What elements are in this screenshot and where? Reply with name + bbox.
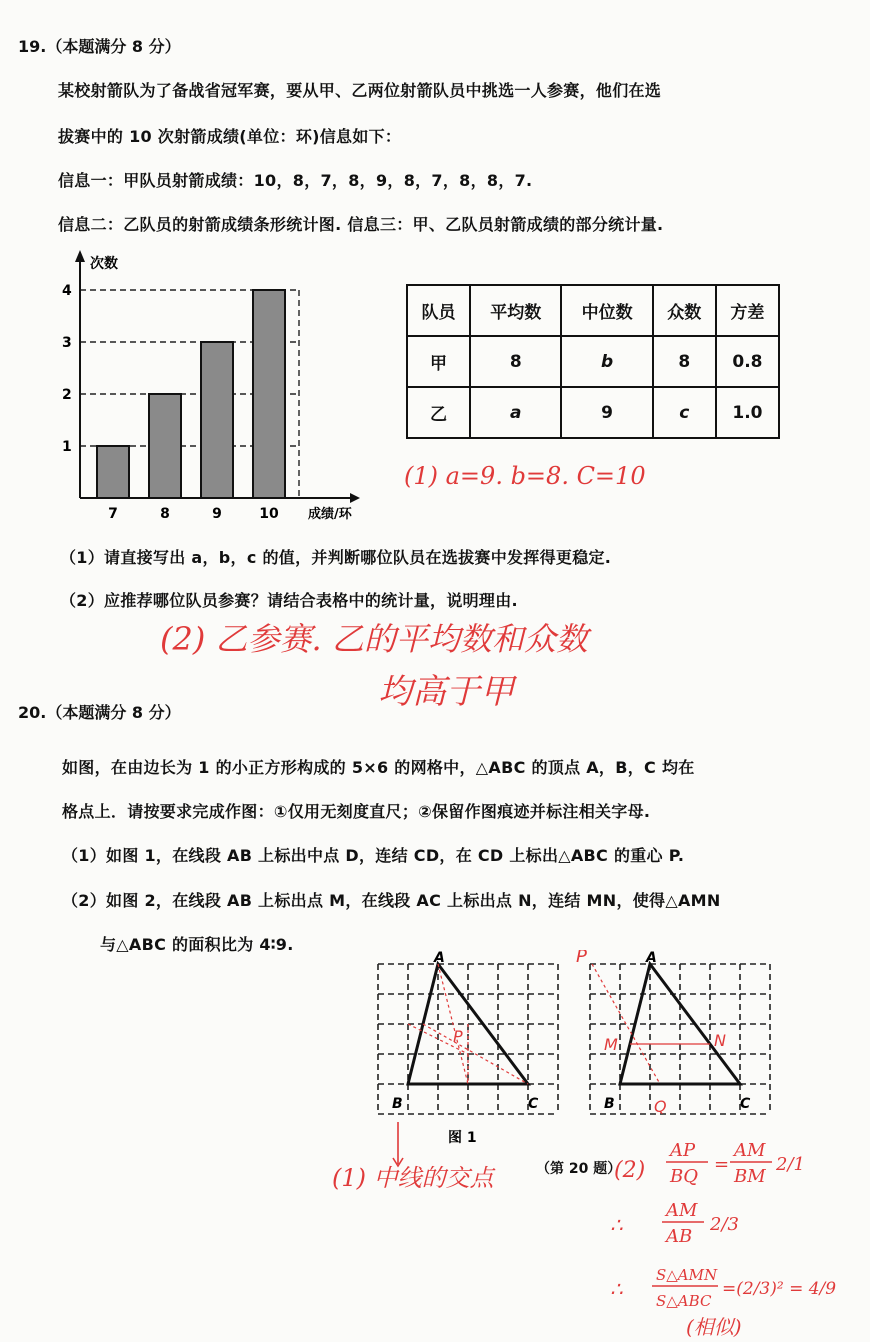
q20-part-2-cont: 与△ABC 的面积比为 4∶9. [100, 935, 294, 954]
x-tick-label: 10 [259, 506, 279, 522]
point-m-label: M [604, 1035, 618, 1054]
x-tick-label: 9 [212, 506, 222, 522]
x-tick-label: 7 [108, 506, 118, 522]
fraction-s-amn: S△AMN [656, 1266, 718, 1284]
q20-part-1: （1）如图 1，在线段 AB 上标出中点 D，连结 CD，在 CD 上标出△ABC 的重心 P. [62, 846, 685, 865]
q19-part-1: （1）请直接写出 a，b，c 的值，并判断哪位队员在选拔赛中发挥得更稳定. [60, 548, 612, 567]
fraction-s-abc: S△ABC [656, 1292, 712, 1310]
table-cell: a [470, 387, 561, 438]
table-cell: 乙 [407, 387, 470, 438]
point-q-label: Q [654, 1097, 667, 1116]
table-row [407, 387, 779, 438]
fraction-bm: BM [734, 1166, 766, 1187]
bar-10 [253, 290, 285, 498]
table-cell: 1.0 [716, 387, 779, 438]
question-20-header: 20.（本题满分 8 分） [18, 703, 181, 722]
y-tick-label: 1 [62, 439, 72, 455]
handwritten-answer-19-2-line1: (2) 乙参赛. 乙的平均数和众数 [160, 620, 588, 658]
y-tick-label: 2 [62, 387, 72, 403]
q19-intro-line-1: 某校射箭队为了备战省冠军赛，要从甲、乙两位射箭队员中挑选一人参赛，他们在选 [58, 81, 662, 100]
vertex-a-label-2: A [646, 950, 657, 966]
fraction-am-2: AM [666, 1200, 698, 1221]
fraction-ap: AP [670, 1140, 696, 1161]
point-p-label: P [453, 1027, 463, 1046]
handwritten-answer-20-2-label: (2) [614, 1158, 646, 1183]
statistics-table [406, 284, 780, 439]
vertex-c-label: C [528, 1096, 539, 1112]
handwritten-answer-19-2-line2: 均高于甲 [378, 672, 514, 712]
ratio-2-3: 2/3 [710, 1214, 739, 1235]
question-19-header: 19.（本题满分 8 分） [18, 37, 181, 56]
table-row [407, 336, 779, 387]
figure-2-grid [574, 950, 779, 1130]
q20-intro-line-2: 格点上．请按要求完成作图：①仅用无刻度直尺；②保留作图痕迹并标注相关字母. [62, 802, 651, 821]
handwritten-answer-20-1: (1) 中线的交点 [332, 1164, 494, 1192]
ratio-4-9: =(2/3)² = 4/9 [722, 1279, 837, 1299]
table-header-cell: 方差 [716, 285, 779, 336]
table-cell: 8 [470, 336, 561, 387]
fraction-ab: AB [666, 1226, 693, 1247]
q19-info-two-three: 信息二：乙队员的射箭成绩条形统计图. 信息三：甲、乙队员射箭成绩的部分统计量. [58, 215, 664, 234]
table-cell: b [561, 336, 652, 387]
bar-9 [201, 342, 233, 498]
handwritten-ratio-work [600, 1134, 860, 1340]
therefore-symbol-2: ∴ [610, 1277, 623, 1301]
vertex-c-label-2: C [740, 1096, 751, 1112]
bar-8 [149, 394, 181, 498]
bar-chart [40, 248, 385, 528]
table-cell: c [653, 387, 716, 438]
bar-7 [97, 446, 129, 498]
table-header-cell: 平均数 [470, 285, 561, 336]
fraction-bq: BQ [670, 1166, 698, 1187]
y-axis-label: 次数 [90, 256, 118, 272]
question-20-caption: （第 20 题） [536, 1161, 622, 1177]
vertex-b-label-2: B [604, 1096, 615, 1112]
x-tick-label: 8 [160, 506, 170, 522]
table-cell: 0.8 [716, 336, 779, 387]
x-axis-label: 成绩/环 [308, 507, 352, 522]
x-axis-arrow [350, 493, 360, 503]
point-n-label: N [714, 1031, 726, 1050]
y-tick-label: 4 [62, 283, 72, 299]
y-axis-arrow [75, 250, 85, 262]
vertex-b-label: B [392, 1096, 403, 1112]
figure-1-caption: 图 1 [448, 1130, 477, 1146]
table-header-row [407, 285, 779, 336]
handwritten-answer-19-1: (1) a=9. b=8. C=10 [404, 462, 646, 490]
y-tick-label: 3 [62, 335, 72, 351]
vertex-a-label: A [434, 950, 445, 966]
q19-info-one: 信息一：甲队员射箭成绩：10，8，7，8，9，8，7，8，8，7. [58, 171, 533, 190]
therefore-symbol: ∴ [610, 1213, 623, 1237]
q20-intro-line-1: 如图，在由边长为 1 的小正方形构成的 5×6 的网格中，△ABC 的顶点 A，B，C 均在 [62, 758, 695, 777]
fraction-am: AM [734, 1140, 766, 1161]
similar-note: (相似) [686, 1315, 742, 1339]
q19-intro-line-2: 拔赛中的 10 次射箭成绩(单位：环)信息如下： [58, 127, 402, 146]
table-header-cell: 队员 [407, 285, 470, 336]
q20-part-2: （2）如图 2，在线段 AB 上标出点 M，在线段 AC 上标出点 N，连结 MN，使得△AMN [62, 891, 721, 910]
point-p-label-2: P [576, 950, 587, 967]
table-cell: 9 [561, 387, 652, 438]
ratio-2-1: 2/1 [776, 1154, 805, 1175]
svg-text:=: = [714, 1154, 730, 1175]
q19-part-2: （2）应推荐哪位队员参赛？请结合表格中的统计量，说明理由. [60, 591, 518, 610]
table-cell: 8 [653, 336, 716, 387]
table-header-cell: 众数 [653, 285, 716, 336]
table-cell: 甲 [407, 336, 470, 387]
table-header-cell: 中位数 [561, 285, 652, 336]
